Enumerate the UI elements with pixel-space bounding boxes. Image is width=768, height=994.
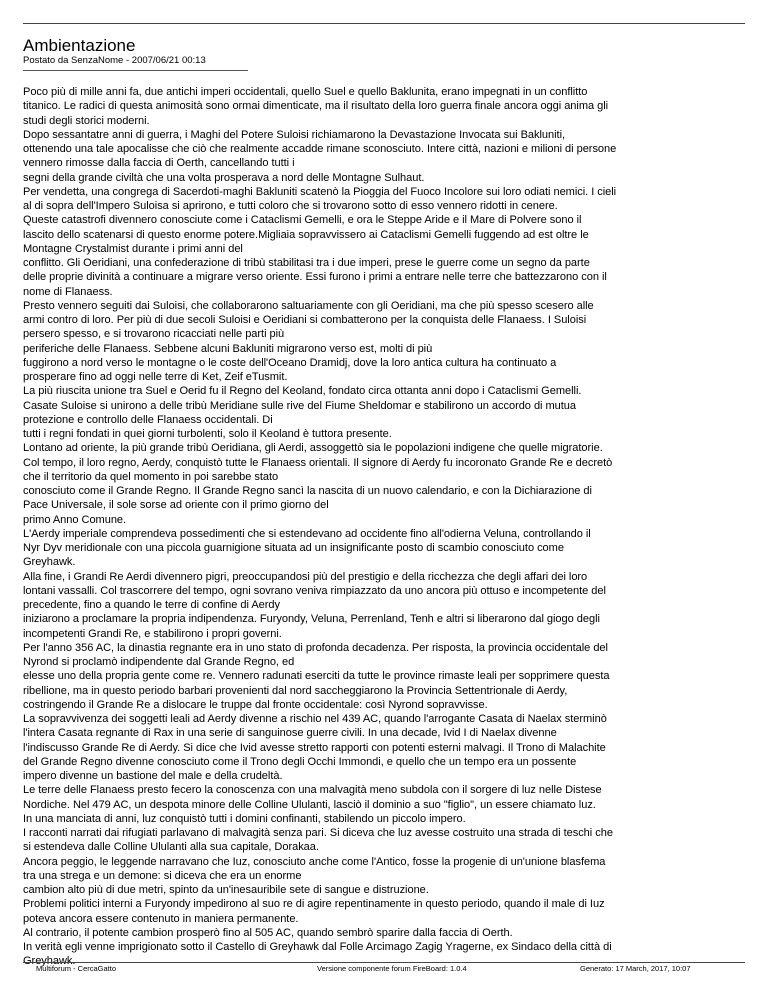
body-line: Queste catastrofi divennero conosciute come i Cataclismi Gemelli, e ora le Steppe Aride e il Mare di Polvere sono il (23, 214, 582, 227)
body-line: nome di Flanaess. (23, 285, 113, 298)
body-line: Per l'anno 356 AC, la dinastia regnante era in uno stato di profonda decadenza. Per risposta, la provincia occidentale del (23, 641, 608, 654)
body-line: precedente, fino a quando le terre di confine di Aerdy (23, 599, 281, 611)
body-line: Ancora peggio, le leggende narravano che Iuz, conosciuto anche come l'Antico, fosse la progenie di un'unione blasfema (23, 855, 606, 868)
body-line: fuggirono a nord verso le montagne o le coste dell'Oceano Dramidj, dove la loro antica cultura ha continuato a (23, 356, 557, 369)
body-line: tutti i regni fondati in quei giorni turbolenti, solo il Keoland è tuttora presente. (23, 428, 392, 440)
body-line: titanico. Le radici di questa animosità sono ormai dimenticate, ma il risultato della loro guerra finale ancora oggi anima gli (23, 100, 609, 113)
body-line: La sopravvivenza dei soggetti leali ad Aerdy divenne a rischio nel 439 AC, quando l'arrogante Casata di Naelax sterminò (23, 713, 607, 725)
body-line: tra una strega e un demone: si diceva che era un enorme (23, 869, 302, 882)
body-line: elesse uno della propria gente come re. Vennero radunati eserciti da tutte le province rimaste leali per sopprimere questa (23, 670, 610, 683)
body-line: iniziarono a proclamare la propria indipendenza. Furyondy, Veluna, Perrenland, Tenh e altri si liberarono dal giogo degli (23, 613, 600, 626)
footer-site: Multiforum - CercaGatto (36, 964, 117, 973)
body-line: impero divenne un bastione del male e della crudeltà. (23, 770, 283, 782)
body-line: cambion alto più di due metri, spinto da un'inesauribile sete di sangue e distruzione. (23, 884, 429, 896)
body-line: Lontano ad oriente, la più grande tribù Oeridiana, gli Aerdi, assoggettò sia le popolazioni indigene che quelle migratorie. (23, 442, 603, 455)
body-line: poteva ancora essere contenuto in maniera permanente. (23, 912, 299, 925)
post-meta: Postato da SenzaNome - 2007/06/21 00:13 (23, 55, 206, 66)
footer-version: Versione componente forum FireBoard: 1.0.4 (317, 964, 467, 973)
body-line: armi contro di loro. Per più di due secoli Suloisi e Oeridiani si combatterono per la conquista delle Flanaess. I Suloisi (23, 314, 587, 326)
body-line: Pace Universale, il sole sorse ad oriente con il primo giorno del (23, 499, 329, 512)
body-line: che il territorio da quel momento in poi sarebbe stato (23, 470, 279, 483)
body-line: Al contrario, il potente cambion prosperò fino al 505 AC, quando sembrò sparire dalla faccia di Oerth. (23, 926, 513, 939)
body-line: lascito dello scatenarsi di questo enorme potere.Migliaia sopravvissero ai Cataclismi Gemelli fuggendo ad est oltre le (23, 228, 589, 241)
post-body (23, 85, 748, 969)
body-line: conosciuto come il Grande Regno. Il Grande Regno sancì la nascita di un nuovo calendario, e con la Dichiarazione di (23, 485, 592, 497)
body-line: Nordiche. Nel 479 AC, un despota minore delle Colline Ululanti, lasciò il dominio a suo "figlio", un essere chiamato luz. (23, 798, 596, 811)
body-line: In una manciata di anni, luz conquistò tutti i domini confinanti, stabilendo un piccolo impero. (23, 812, 466, 825)
body-line: Problemi politici interni a Furyondy impedirono al suo re di agire repentinamente in questo periodo, quando il male di Iuz (23, 898, 605, 911)
body-line: l'indiscusso Grande Re di Aerdy. Si dice che Ivid avesse stretto rapporti con potenti esterni malvagi. Il Trono di Malachite (23, 741, 606, 754)
body-line: Alla fine, i Grandi Re Aerdi divennero pigri, preoccupandosi più del prestigio e della ricchezza che degli affari dei loro (23, 570, 588, 583)
body-line: costringendo il Grande Re a dislocare le truppe dal fronte occidentale: così Nyrond sopravvisse. (23, 698, 488, 711)
body-line: del Grande Regno divenne conosciuto come il Trono degli Occhi Immondi, e quello che un tempo era un possente (23, 755, 577, 768)
body-line: al di sopra dell'Impero Suloisa si aprirono, e tutti coloro che si trovarono sotto di esso vennero ridotti in cenere. (23, 200, 558, 212)
meta-rule (23, 70, 248, 71)
body-line: Greyhawk. (23, 556, 76, 569)
body-line: segni della grande civiltà che una volta prosperava a nord delle Montagne Sulhaut. (23, 171, 425, 184)
body-line: Nyrond si proclamò indipendente dal Grande Regno, ed (23, 656, 295, 668)
body-line: incompetenti Grandi Re, e stabilirono i propri governi. (23, 627, 282, 640)
body-line: prosperare fino ad oggi nelle terre di Ket, Zeif eTusmit. (23, 371, 288, 383)
footer-generated: Generato: 17 March, 2017, 10:07 (580, 964, 691, 973)
body-line: lontani vassalli. Col trascorrere del tempo, ogni sovrano veniva rimpiazzato da uno ancora più ottuso e incompetente del (23, 584, 606, 597)
body-line: ribellione, ma in questo periodo barbari provenienti dal nord saccheggiarono la Provincia Settentrionale di Aerdy, (23, 684, 568, 697)
body-line: l'intera Casata regnante di Rax in una serie di sanguinose guerre civili. In una decade, Ivid I di Naelax divenne (23, 727, 557, 740)
body-line: In verità egli venne imprigionato sotto il Castello di Greyhawk dal Folle Arcimago Zagig Yragerne, ex Sindaco della città di (23, 941, 612, 953)
body-line: vennero rimosse dalla faccia di Oerth, cancellando tutti i (23, 157, 295, 170)
body-line: Dopo sessantatre anni di guerra, i Maghi del Potere Suloisi richiamarono la Devastazione Invocata sui Bakluniti, (23, 128, 566, 141)
bottom-rule (23, 962, 745, 963)
body-line: si estendeva dalle Colline Ululanti alla sua capitale, Dorakaa. (23, 841, 319, 854)
body-line: protezione e controllo delle Flanaess occidentali. Di (23, 413, 273, 426)
body-line: studi degli storici moderni. (23, 114, 150, 127)
body-line: periferiche delle Flanaess. Sebbene alcuni Bakluniti migrarono verso est, molti di più (23, 342, 433, 355)
body-line: delle proprie divinità a continuare a migrare verso oriente. Essi furono i primi a entrare nelle terre che battezzarono con il (23, 271, 607, 284)
body-line: Col tempo, il loro regno, Aerdy, conquistò tutte le Flanaess orientali. Il signore di Aerdy fu incoronato Grande Re e decretò (23, 456, 613, 469)
body-line: Poco più di mille anni fa, due antichi imperi occidentali, quello Suel e quello Baklunita, erano impegnati in un conflitto (23, 86, 588, 98)
body-line: primo Anno Comune. (23, 513, 127, 526)
body-line: Montagne Crystalmist durante i primi anni del (23, 242, 243, 255)
body-line: Greyhawk. (23, 955, 76, 968)
body-line: conflitto. Gli Oeridiani, una confederazione di tribù stabilitasi tra i due imperi, prese le guerre come un segno da parte (23, 257, 590, 269)
body-line: Per vendetta, una congrega di Sacerdoti-maghi Bakluniti scatenò la Pioggia del Fuoco Incolore sui loro odiati nemici. I cieli (23, 185, 617, 198)
top-rule (23, 23, 745, 24)
body-line: L'Aerdy imperiale comprendeva possedimenti che si estendevano ad occidente fino all'odierna Veluna, controllando il (23, 527, 591, 540)
body-line: persero spesso, e si trovarono ricacciati nelle parti più (23, 328, 285, 341)
body-line: Casate Suloise si unirono a delle tribù Meridiane sulle rive del Fiume Sheldomar e stabilirono un accordo di mutua (23, 399, 576, 412)
body-line: Le terre delle Flanaess presto fecero la conoscenza con una malvagità meno subdola con il sorgere di luz nelle Distese (23, 784, 602, 797)
body-line: Nyr Dyv meridionale con una piccola guarnigione situata ad un insignificante posto di scambio conosciuto come (23, 542, 564, 554)
body-line: ottenendo una tale apocalisse che ciò che realmente accadde rimane sconosciuto. Intere città, nazioni e milioni di persone (23, 143, 617, 155)
page-title: Ambientazione (23, 36, 136, 55)
body-line: Presto vennero seguiti dai Suloisi, che collaborarono saltuariamente con gli Oeridiani, ma che più spesso scesero alle (23, 299, 594, 312)
body-line: I racconti narrati dai rifugiati parlavano di malvagità senza pari. Si diceva che luz avesse costruito una strada di teschi che (23, 827, 613, 839)
body-line: La più riuscita unione tra Suel e Oerid fu il Regno del Keoland, fondato circa ottanta anni dopo i Cataclismi Gemelli. (23, 385, 582, 398)
